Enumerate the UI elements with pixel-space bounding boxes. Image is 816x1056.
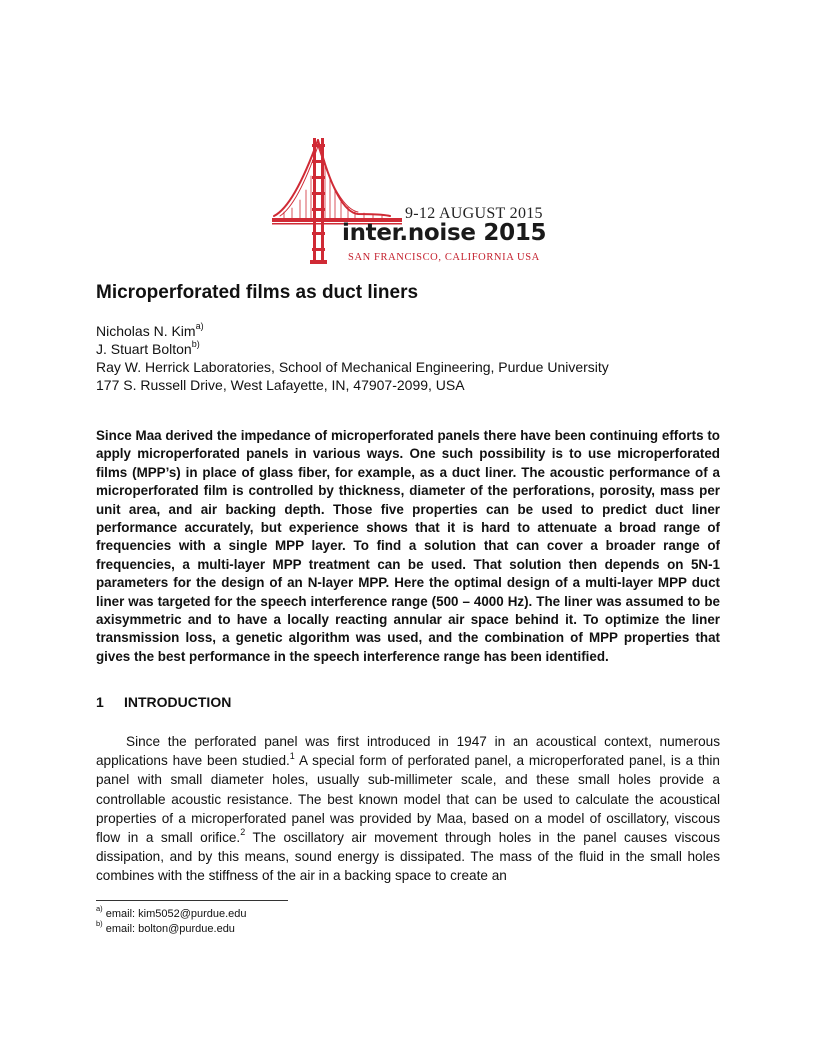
author-name: J. Stuart Bolton	[96, 341, 192, 357]
author-block	[96, 322, 609, 394]
footnote	[96, 904, 247, 922]
conference-date: 9-12 AUGUST 2015	[405, 205, 543, 222]
address: 177 S. Russell Drive, West Lafayette, IN, 47907-2099, USA	[96, 377, 465, 393]
affiliation: Ray W. Herrick Laboratories, School of Mechanical Engineering, Purdue University	[96, 359, 609, 375]
conference-location: SAN FRANCISCO, CALIFORNIA USA	[348, 252, 540, 263]
body-text-part: A special form of perforated panel, a microperforated panel, is a thin panel with small diameter holes, usually sub-millimeter scale, and these small holes provide a controllable acoustic resistance. The best known model that can be used to calculate the acoustical properties of a microperforated panel was provided by Maa, based on a model of oscillatory, viscous flow in a small orifice.	[96, 753, 720, 846]
citation-mark: 2	[240, 827, 246, 838]
author-line	[96, 322, 609, 340]
footnote-text: email: kim5052@purdue.edu	[102, 908, 247, 920]
citation-mark: 1	[289, 750, 295, 761]
abstract: Since Maa derived the impedance of microperforated panels there have been continuing efforts to apply microperforated panels in various ways. One such possibility is to use microperforated films (MPP’s) in place of glass fiber, for example, as a duct liner. The acoustic performance of a microperforated film is controlled by thickness, diameter of the perforations, porosity, mass per unit area, and air backing depth. Those five properties can be used to predict duct liner performance accurately, but experience shows that it is hard to attenuate a broad range of frequencies with a single MPP layer. To find a solution that can cover a broader range of frequencies, a multi-layer MPP treatment can be used. That solution then depends on 5N-1 parameters for the design of an N-layer MPP. Here the optimal design of a multi-layer MPP duct liner was targeted for the speech interference range (500 – 4000 Hz). The liner was assumed to be axisymmetric and to have a locally reacting annular air space behind it. To optimize the liner transmission loss, a genetic algorithm was used, and the combination of MPP properties that gives the best performance in the speech interference range has been identified.	[96, 428, 720, 664]
footnote-mark: a)	[96, 904, 103, 914]
body-paragraph	[96, 732, 720, 886]
author-mark: a)	[195, 321, 204, 332]
author-mark: b)	[191, 339, 200, 350]
paper-title: Microperforated films as duct liners	[96, 282, 419, 303]
section-title: INTRODUCTION	[124, 694, 232, 710]
conference-name: inter.noise 2015	[342, 220, 547, 246]
footnote-divider	[96, 900, 288, 901]
body-text-part: Since the perforated panel was first introduced in 1947 in an acoustical context, numerous applications have been studied.	[96, 734, 720, 769]
body-text-part: The oscillatory air movement through holes in the panel causes viscous dissipation, and by this means, sound energy is dissipated. The mass of the fluid in the small holes combines with the stiffness of the air in a backing space to create an	[96, 830, 720, 884]
section-heading	[96, 694, 231, 710]
footnote-text: email: bolton@purdue.edu	[102, 923, 235, 935]
golden-gate-bridge-icon	[272, 132, 552, 267]
footnotes	[96, 904, 247, 937]
conference-logo	[272, 132, 552, 267]
section-number: 1	[96, 694, 104, 710]
author-line	[96, 340, 609, 358]
footnote	[96, 919, 247, 937]
footnote-mark: b)	[96, 919, 103, 929]
author-name: Nicholas N. Kim	[96, 323, 196, 339]
